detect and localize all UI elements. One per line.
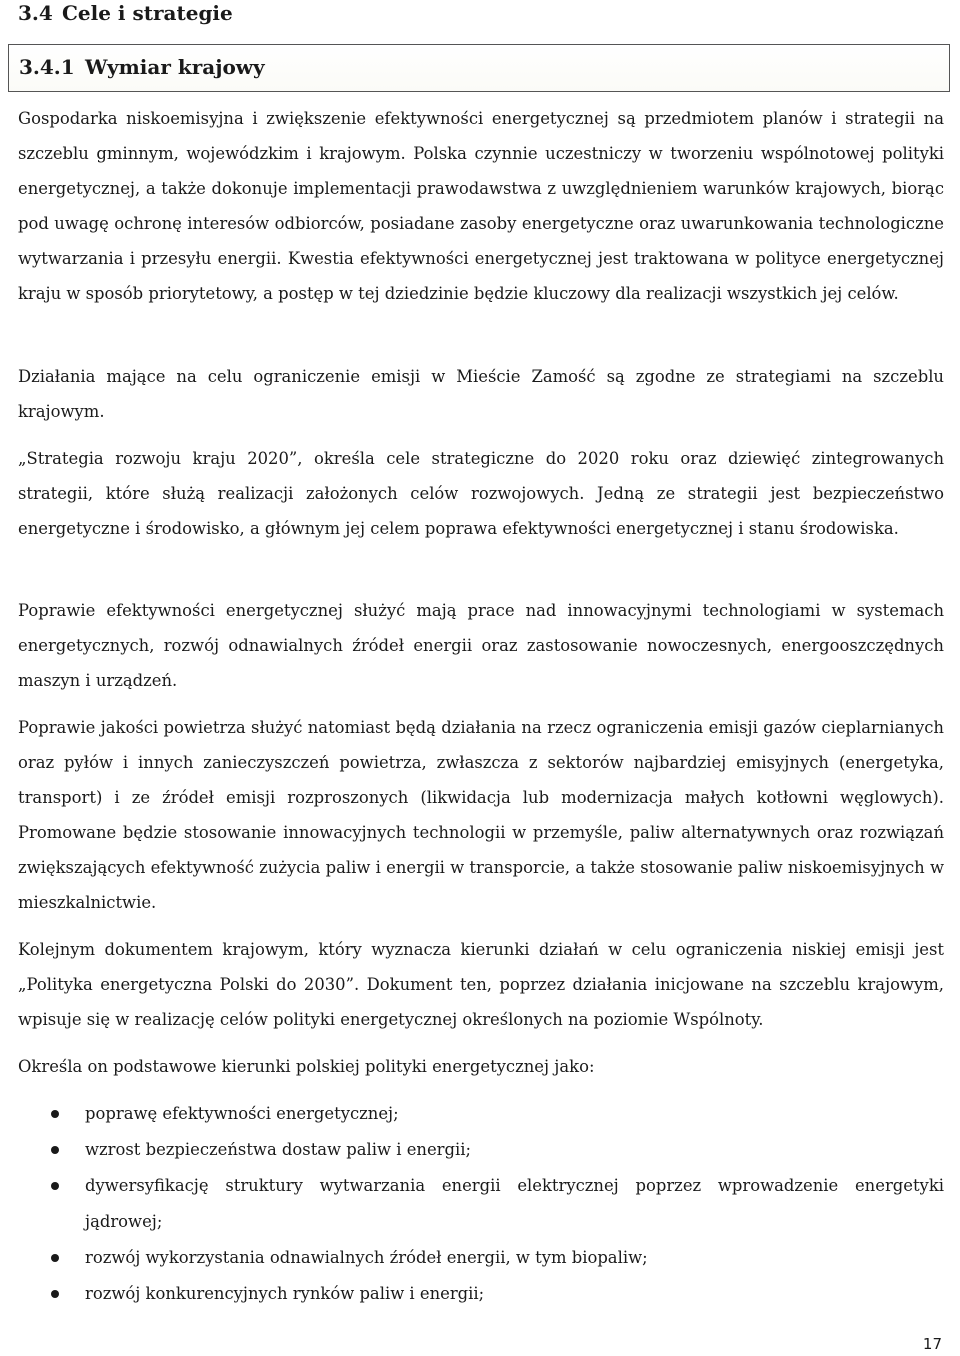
list-item-text: dywersyfikację struktury wytwarzania energii elektrycznej poprzez wprowadzenie energetyki jądrowej; bbox=[85, 1176, 944, 1231]
paragraph-energy-efficiency: Poprawie efektywności energetycznej służyć mają prace nad innowacyjnymi technologiami w systemach energetycznych, rozwój odnawialnych źródeł energii oraz zastosowanie nowoczesnych, energooszczędnych maszyn i urządzeń. bbox=[18, 601, 944, 690]
policy-directions-list bbox=[18, 1096, 944, 1312]
bullet-icon bbox=[51, 1182, 59, 1190]
subsection-heading bbox=[19, 54, 265, 80]
subsection-heading-box bbox=[8, 44, 950, 92]
list-item-text: rozwój konkurencyjnych rynków paliw i energii; bbox=[85, 1284, 485, 1303]
list-item bbox=[18, 1132, 944, 1168]
bullet-icon bbox=[51, 1254, 59, 1262]
list-item bbox=[18, 1240, 944, 1276]
list-item bbox=[18, 1276, 944, 1312]
list-item bbox=[18, 1168, 944, 1240]
paragraph-zamosc-actions: Działania mające na celu ograniczenie emisji w Mieście Zamość są zgodne ze strategiami na szczeblu krajowym. bbox=[18, 367, 944, 421]
subsection-title: Wymiar krajowy bbox=[85, 55, 265, 79]
paragraph-strategy-2020: „Strategia rozwoju kraju 2020”, określa cele strategiczne do 2020 roku oraz dziewięć zintegrowanych strategii, które służą realizacji założonych celów rozwojowych. Jedną ze strategii jest bezpieczeństwo energetyczne i środowisko, a głównym jej celem poprawa efektywności energetycznej i stanu środowiska. bbox=[18, 449, 944, 538]
paragraph-energy-policy-2030: Kolejnym dokumentem krajowym, który wyznacza kierunki działań w celu ograniczenia niskiej emisji jest „Polityka energetyczna Polski do 2030”. Dokument ten, poprzez działania inicjowane na szczeblu krajowym, wpisuje się w realizację celów polityki energetycznej określonych na poziomie Wspólnoty. bbox=[18, 940, 944, 1029]
bullet-icon bbox=[51, 1290, 59, 1298]
paragraph-directions-intro: Określa on podstawowe kierunki polskiej polityki energetycznej jako: bbox=[18, 1057, 595, 1076]
subsection-number: 3.4.1 bbox=[19, 55, 75, 79]
bullet-icon bbox=[51, 1146, 59, 1154]
list-item-text: rozwój wykorzystania odnawialnych źródeł energii, w tym biopaliw; bbox=[85, 1248, 648, 1267]
section-number: 3.4 bbox=[18, 1, 53, 25]
paragraph-air-quality: Poprawie jakości powietrza służyć natomiast będą działania na rzecz ograniczenia emisji gazów cieplarnianych oraz pyłów i innych zanieczyszczeń powietrza, zwłaszcza z sektorów najbardziej emisyjnych (energetyka, transport) i ze źródeł emisji rozproszonych (likwidacja lub modernizacja małych kotłowni węglowych). Promowane będzie stosowanie innowacyjnych technologii w przemyśle, paliw alternatywnych oraz rozwiązań zwiększających efektywność zużycia paliw i energii w transporcie, a także stosowanie paliw niskoemisyjnych w mieszkalnictwie. bbox=[18, 718, 944, 912]
paragraph-policy-intro: Gospodarka niskoemisyjna i zwiększenie efektywności energetycznej są przedmiotem planów i strategii na szczeblu gminnym, wojewódzkim i krajowym. Polska czynnie uczestniczy w tworzeniu wspólnotowej polityki energetycznej, a także dokonuje implementacji prawodawstwa z uwzględnieniem warunków krajowych, biorąc pod uwagę ochronę interesów odbiorców, posiadane zasoby energetyczne oraz uwarunkowania technologiczne wytwarzania i przesyłu energii. Kwestia efektywności energetycznej jest traktowana w polityce energetycznej kraju w sposób priorytetowy, a postęp w tej dziedzinie będzie kluczowy dla realizacji wszystkich jej celów. bbox=[18, 109, 944, 303]
list-item bbox=[18, 1096, 944, 1132]
list-item-text: poprawę efektywności energetycznej; bbox=[85, 1104, 399, 1123]
section-title: Cele i strategie bbox=[62, 1, 233, 25]
section-heading bbox=[18, 0, 233, 26]
list-item-text: wzrost bezpieczeństwa dostaw paliw i energii; bbox=[85, 1140, 472, 1159]
page-number: 17 bbox=[922, 1335, 942, 1353]
bullet-icon bbox=[51, 1110, 59, 1118]
